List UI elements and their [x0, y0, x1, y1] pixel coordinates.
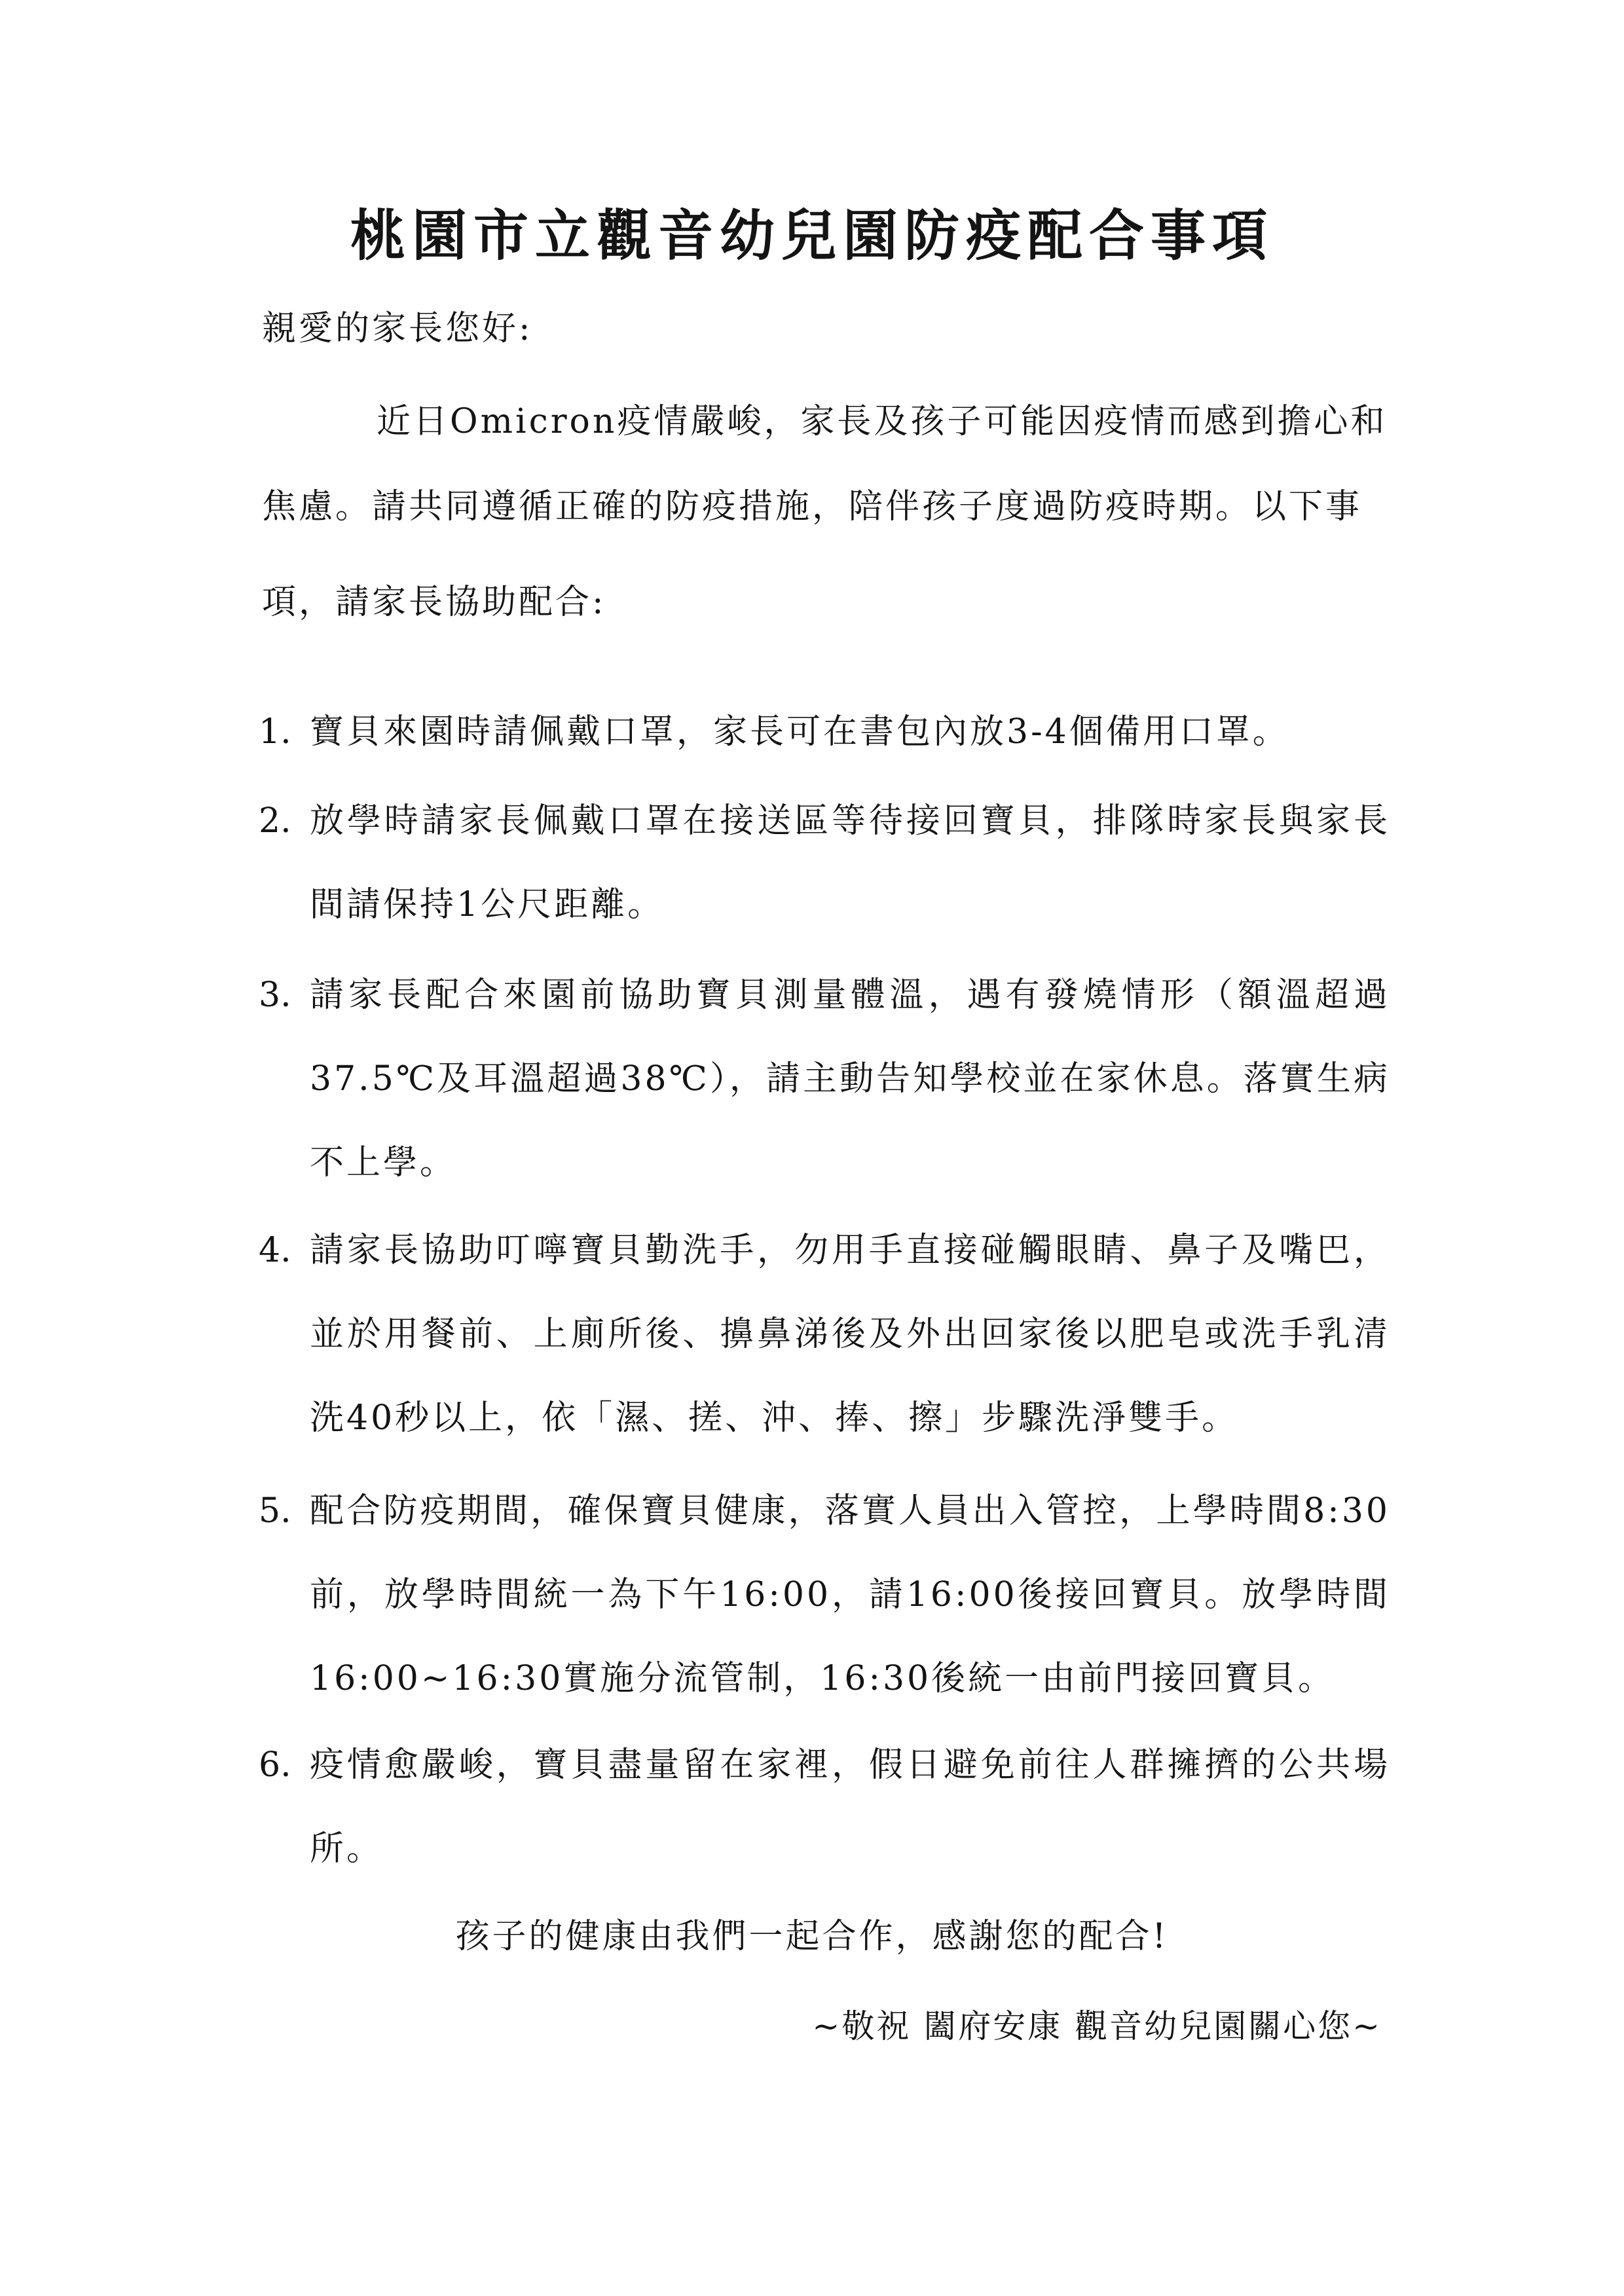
intro-line-3: 項，請家長協助配合:: [262, 583, 606, 622]
list-item-number: 3.: [259, 975, 291, 1015]
list-item-text: 請家長協助叮嚀寶貝勤洗手，勿用手直接碰觸眼睛、鼻子及嘴巴，並於用餐前、上廁所後、擤鼻涕後及外出回家後以肥皂或洗手乳清洗40秒以上，依「濕、搓、沖、捧、擦」步驟洗淨雙手。: [310, 1231, 1390, 1438]
list-item-number: 1.: [259, 712, 291, 752]
document-title: 桃園市立觀音幼兒園防疫配合事項: [350, 203, 1274, 268]
list-item-text: 配合防疫期間，確保寶貝健康，落實人員出入管控，上學時間8:30前，放學時間統一為下午16:00，請16:00後接回寶貝。放學時間16:00~16:30實施分流管制，16:30後統一由前門接回寶貝。: [310, 1491, 1390, 1698]
list-item-number: 4.: [259, 1231, 291, 1270]
list-item-number: 2.: [259, 801, 291, 841]
intro-line-2: 焦慮。請共同遵循正確的防疫措施，陪伴孩子度過防疫時期。以下事: [262, 487, 1363, 526]
list-item-text: 疫情愈嚴峻，寶貝盡量留在家裡，假日避免前往人群擁擠的公共場所。: [310, 1745, 1390, 1868]
list-item-text: 寶貝來園時請佩戴口罩，家長可在書包內放3-4個備用口罩。: [310, 712, 1289, 752]
greeting: 親愛的家長您好:: [262, 309, 533, 348]
list-item-number: 5.: [259, 1491, 291, 1531]
signoff-line: ~敬祝 闔府安康 觀音幼兒園關心您~: [812, 2007, 1382, 2045]
list-item-text: 請家長配合來園前協助寶貝測量體溫，遇有發燒情形（額溫超過37.5℃及耳溫超過38℃），請主動告知學校並在家休息。落實生病不上學。: [310, 975, 1390, 1182]
intro-line-1: 近日Omicron疫情嚴峻，家長及孩子可能因疫情而感到擔心和: [377, 402, 1388, 441]
list-item-text: 放學時請家長佩戴口罩在接送區等待接回寶貝，排隊時家長與家長間請保持1公尺距離。: [310, 801, 1390, 924]
list-item-number: 6.: [259, 1745, 291, 1785]
closing-line: 孩子的健康由我們一起合作，感謝您的配合!: [455, 1917, 1169, 1956]
